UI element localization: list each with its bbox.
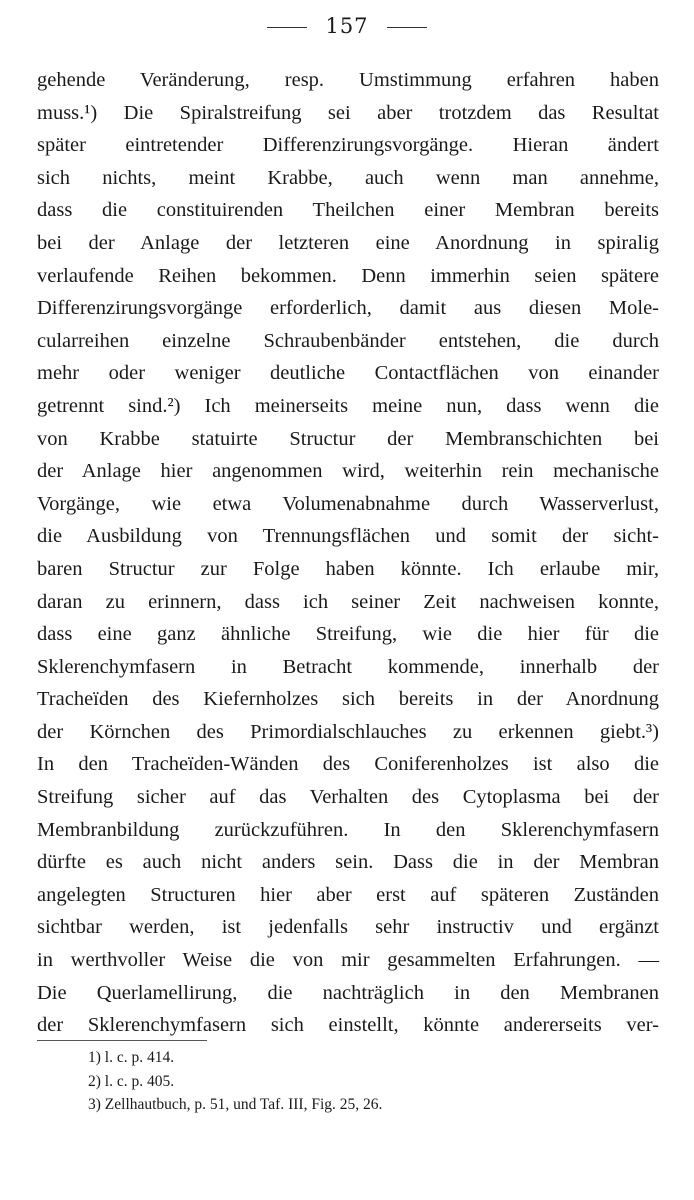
body-line: der Sklerenchymfasern sich einstellt, könnte andererseits ver- xyxy=(37,1014,659,1037)
body-line: Sklerenchymfasern in Betracht kommende, innerhalb der xyxy=(37,655,659,678)
body-line: Differenzirungsvorgänge erforderlich, damit aus diesen Mole- xyxy=(37,297,659,320)
body-line: angelegten Structuren hier aber erst auf späteren Zuständen xyxy=(37,883,659,906)
body-line: dürfte es auch nicht anders sein. Dass die in der Membran xyxy=(37,851,659,874)
body-line: die Ausbildung von Trennungsflächen und somit der sicht- xyxy=(37,525,659,548)
body-line: mehr oder weniger deutliche Contactflächen von einander xyxy=(37,362,659,385)
footnotes xyxy=(88,1046,382,1117)
body-line: baren Structur zur Folge haben könnte. Ich erlaube mir, xyxy=(37,557,659,580)
body-line: später eintretender Differenzirungsvorgänge. Hieran ändert xyxy=(37,134,659,157)
body-line: getrennt sind.²) Ich meinerseits meine nun, dass wenn die xyxy=(37,394,659,417)
body-line: der Körnchen des Primordialschlauches zu erkennen giebt.³) xyxy=(37,720,659,743)
body-line: Membranbildung zurückzuführen. In den Sklerenchymfasern xyxy=(37,818,659,841)
body-line: in werthvoller Weise die von mir gesammelten Erfahrungen. — xyxy=(37,949,659,972)
body-line: sich nichts, meint Krabbe, auch wenn man annehme, xyxy=(37,166,659,189)
page-header xyxy=(0,14,694,38)
header-dash-right xyxy=(387,27,427,28)
footnote: 3) Zellhautbuch, p. 51, und Taf. III, Fig. 25, 26. xyxy=(88,1096,383,1113)
body-line: daran zu erinnern, dass ich seiner Zeit nachweisen konnte, xyxy=(37,590,659,613)
page-number: 157 xyxy=(325,14,369,38)
body-line: Streifung sicher auf das Verhalten des Cytoplasma bei der xyxy=(37,786,659,809)
body-line: dass die constituirenden Theilchen einer Membran bereits xyxy=(37,199,659,222)
body-text xyxy=(37,64,659,1042)
body-line: Die Querlamellirung, die nachträglich in den Membranen xyxy=(37,981,659,1004)
body-line: verlaufende Reihen bekommen. Denn immerhin seien spätere xyxy=(37,264,659,287)
body-line: bei der Anlage der letzteren eine Anordnung in spiralig xyxy=(37,231,659,254)
body-line: Tracheïden des Kiefernholzes sich bereits in der Anordnung xyxy=(37,688,659,711)
footnote: 1) l. c. p. 414. xyxy=(88,1049,175,1066)
body-line: In den Tracheïden-Wänden des Coniferenholzes ist also die xyxy=(37,753,659,776)
footnote-separator xyxy=(37,1040,207,1041)
body-line: gehende Veränderung, resp. Umstimmung erfahren haben xyxy=(37,69,659,91)
body-line: muss.¹) Die Spiralstreifung sei aber trotzdem das Resultat xyxy=(37,101,659,124)
body-line: sichtbar werden, ist jedenfalls sehr instructiv und ergänzt xyxy=(37,916,659,939)
body-line: cularreihen einzelne Schraubenbänder entstehen, die durch xyxy=(37,329,659,352)
footnote: 2) l. c. p. 405. xyxy=(88,1072,175,1090)
body-line: dass eine ganz ähnliche Streifung, wie die hier für die xyxy=(37,623,659,646)
body-line: der Anlage hier angenommen wird, weiterhin rein mechanische xyxy=(37,460,659,483)
body-line: Vorgänge, wie etwa Volumenabnahme durch Wasserverlust, xyxy=(37,492,659,515)
body-line: von Krabbe statuirte Structur der Membranschichten bei xyxy=(37,427,659,450)
header-dash-left xyxy=(267,27,307,28)
